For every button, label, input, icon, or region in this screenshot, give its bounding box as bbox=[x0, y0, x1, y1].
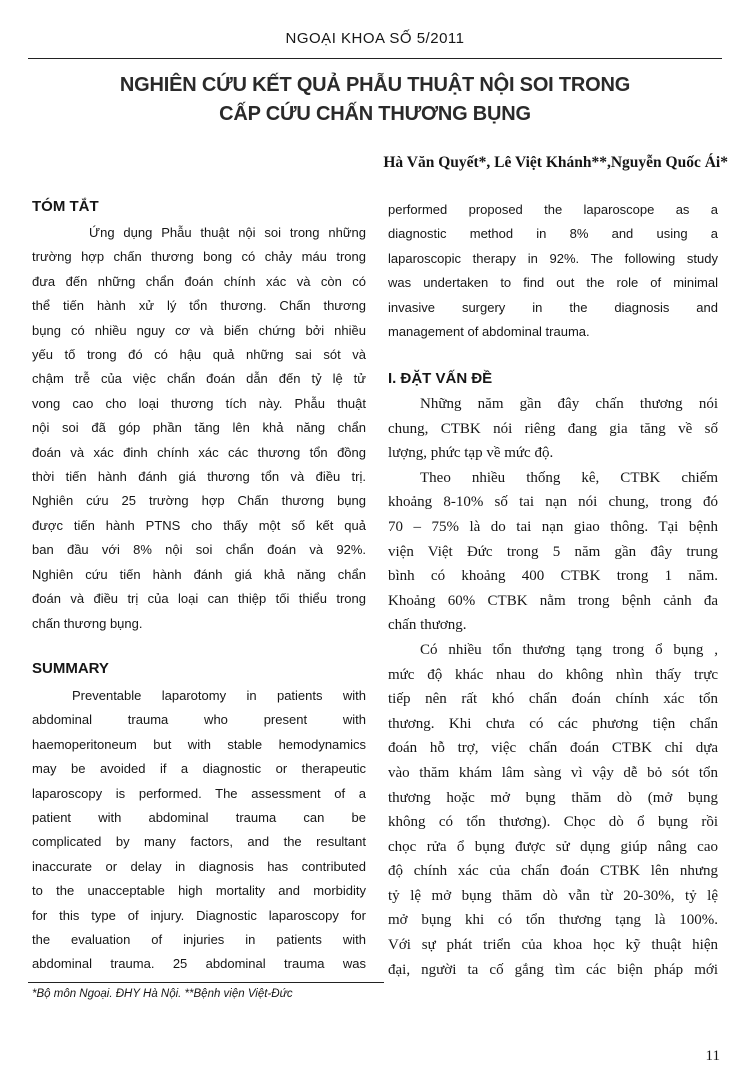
summary-body bbox=[32, 684, 366, 977]
text-line: haemoperitoneum but with stable hemodynamics bbox=[32, 736, 366, 752]
text-line: Ứng dụng Phẫu thuật nội soi trong những bbox=[89, 225, 366, 240]
text-line: Những năm gần đây chấn thương nói bbox=[420, 396, 718, 412]
text-line: độ chính xác của chẩn đoán CTBK lên nhưng bbox=[388, 863, 718, 880]
text-line: khoảng 8-10% số tai nạn nói chung, trong đó bbox=[388, 494, 718, 511]
footnote-rule bbox=[28, 982, 384, 983]
text-line: yếu tố trong đó có hậu quả những sai sót và bbox=[32, 347, 366, 363]
text-line: nội soi đã góp phần tăng lên khả năng chẩn bbox=[32, 420, 366, 436]
text-line: Nghiên cứu 25 trường hợp Chấn thương bụng bbox=[32, 493, 366, 509]
header-rule bbox=[28, 58, 722, 59]
text-line: invasive surgery in the diagnosis and bbox=[388, 299, 718, 315]
text-line: Khoảng 60% CTBK nằm trong bệnh cảnh đa bbox=[388, 592, 718, 609]
text-line: chậm trễ của việc chẩn đoán dẫn đến tỷ lệ tử bbox=[32, 371, 366, 387]
text-line: complicated by many factors, and the resultant bbox=[32, 834, 366, 850]
text-line: performed proposed the laparoscope as a bbox=[388, 202, 718, 217]
text-line: vào thăm khám lâm sàng vì vậy dễ bỏ sót tổn bbox=[388, 764, 718, 781]
text-line: tỷ lệ mở bụng thăm dò vẫn từ 20-30%, tỷ lệ bbox=[388, 887, 718, 904]
text-line: chọc rửa ổ bụng được sử dụng giúp nâng cao bbox=[388, 838, 718, 855]
text-line: Preventable laparotomy in patients with bbox=[72, 688, 366, 703]
text-line: chấn thương. bbox=[388, 617, 467, 634]
text-line: lượng, phức tạp về mức độ. bbox=[388, 445, 554, 462]
text-line: may be avoided if a diagnostic or therapeutic bbox=[32, 761, 366, 777]
text-line: thời tiến hành đánh giá thương tổn và điều trị. bbox=[32, 469, 366, 485]
abstract-vi-body bbox=[32, 221, 366, 636]
section-1-body bbox=[388, 392, 718, 982]
text-line: to the unacceptable high mortality and morbidity bbox=[32, 883, 366, 899]
text-line: mở bụng khi có tổn thương tạng là 100%. bbox=[388, 912, 718, 929]
text-line: tiếp nên rất khó chẩn đoán chính xác tổn bbox=[388, 691, 718, 708]
text-line: chung, CTBK nói riêng đang gia tăng về số bbox=[388, 420, 718, 437]
text-line: abdominal trauma who present with bbox=[32, 712, 366, 728]
text-line: Theo nhiều thống kê, CTBK chiếm bbox=[420, 469, 718, 486]
text-line: 70 – 75% là do tai nạn giao thông. Tại bệnh bbox=[388, 518, 718, 535]
journal-header: NGOẠI KHOA SỐ 5/2011 bbox=[285, 30, 465, 47]
text-line: đưa đến những chẩn đoán chính xác và còn có bbox=[32, 273, 366, 289]
page-number: 11 bbox=[705, 1048, 720, 1064]
text-line: abdominal trauma. 25 abdominal trauma was bbox=[32, 956, 366, 972]
text-line: thương. Khi chưa có các phương tiện chẩn bbox=[388, 715, 718, 732]
text-line: đoán và điều trị của loại can thiệp tối thiểu trong bbox=[32, 591, 366, 607]
text-line: patient with abdominal trauma can be bbox=[32, 810, 366, 826]
authors: Hà Văn Quyết*, Lê Việt Khánh**,Nguyễn Quốc Ái* bbox=[383, 154, 728, 171]
text-line: Có nhiều tổn thương tạng trong ổ bụng , bbox=[420, 641, 718, 658]
abstract-vi-heading: TÓM TẮT bbox=[32, 198, 99, 215]
section-1-heading: I. ĐẶT VẤN ĐỀ bbox=[388, 370, 493, 387]
title-line-2: CẤP CỨU CHẤN THƯƠNG BỤNG bbox=[219, 103, 531, 125]
text-line: đại, người ta cố gắng tìm các biện pháp mới bbox=[388, 961, 718, 978]
text-line: không có tổn thương). Chọc dò ổ bụng rồi bbox=[388, 814, 718, 831]
summary-heading: SUMMARY bbox=[32, 660, 109, 677]
text-line: được tiến hành PTNS cho thấy một số kết quả bbox=[32, 517, 366, 533]
title-line-1: NGHIÊN CỨU KẾT QUẢ PHẪU THUẬT NỘI SOI TRONG bbox=[119, 74, 631, 96]
text-line: trường hợp chấn thương bong có chảy máu trong bbox=[32, 249, 366, 265]
text-line: inaccurate or delay in diagnosis has contributed bbox=[32, 858, 366, 874]
text-line: Với sự phát triển của khoa học kỹ thuật hiện bbox=[388, 937, 718, 954]
text-line: the evaluation of injuries in patients with bbox=[32, 932, 366, 948]
text-line: laparoscopic therapy in 92%. The following study bbox=[388, 250, 718, 266]
text-line: laparoscopy is performed. The assessment of a bbox=[32, 785, 366, 801]
footnote: *Bộ môn Ngoại. ĐHY Hà Nội. **Bệnh viện Việt-Đức bbox=[32, 988, 293, 1000]
text-line: thương hoặc mở bụng thăm dò (mở bụng bbox=[388, 789, 718, 806]
text-line: Nghiên cứu tiến hành đánh giá khả năng chẩn bbox=[32, 566, 366, 582]
text-line: thể tiến hành xử lý tổn thương. Chấn thương bbox=[32, 298, 366, 314]
text-line: for this type of injury. Diagnostic laparoscopy for bbox=[32, 907, 366, 923]
text-line: bình có khoảng 400 CTBK trong 1 năm. bbox=[388, 568, 718, 585]
text-line: đoán hỗ trợ, việc chẩn đoán CTBK chỉ dựa bbox=[388, 740, 718, 757]
text-line: đoán và xác đinh chính xác các thương tổn đồng bbox=[32, 444, 366, 460]
summary-continuation bbox=[388, 198, 718, 344]
text-line: management of abdominal trauma. bbox=[388, 324, 590, 340]
text-line: viện Việt Đức trong 5 năm gần đây trung bbox=[388, 543, 718, 560]
text-line: mức độ khác nhau do không nhìn thấy trực bbox=[388, 666, 718, 683]
text-line: vong cao cho loại thương tích này. Phẫu thuật bbox=[32, 395, 366, 411]
text-line: was undertaken to find out the role of minimal bbox=[388, 275, 718, 291]
text-line: diagnostic method in 8% and using a bbox=[388, 226, 718, 242]
text-line: chấn thương bụng. bbox=[32, 615, 143, 631]
text-line: ban đầu với 8% nội soi chẩn đoán và 92%. bbox=[32, 542, 366, 558]
text-line: bụng có nhiều nguy cơ và biến chứng bởi nhiều bbox=[32, 322, 366, 338]
